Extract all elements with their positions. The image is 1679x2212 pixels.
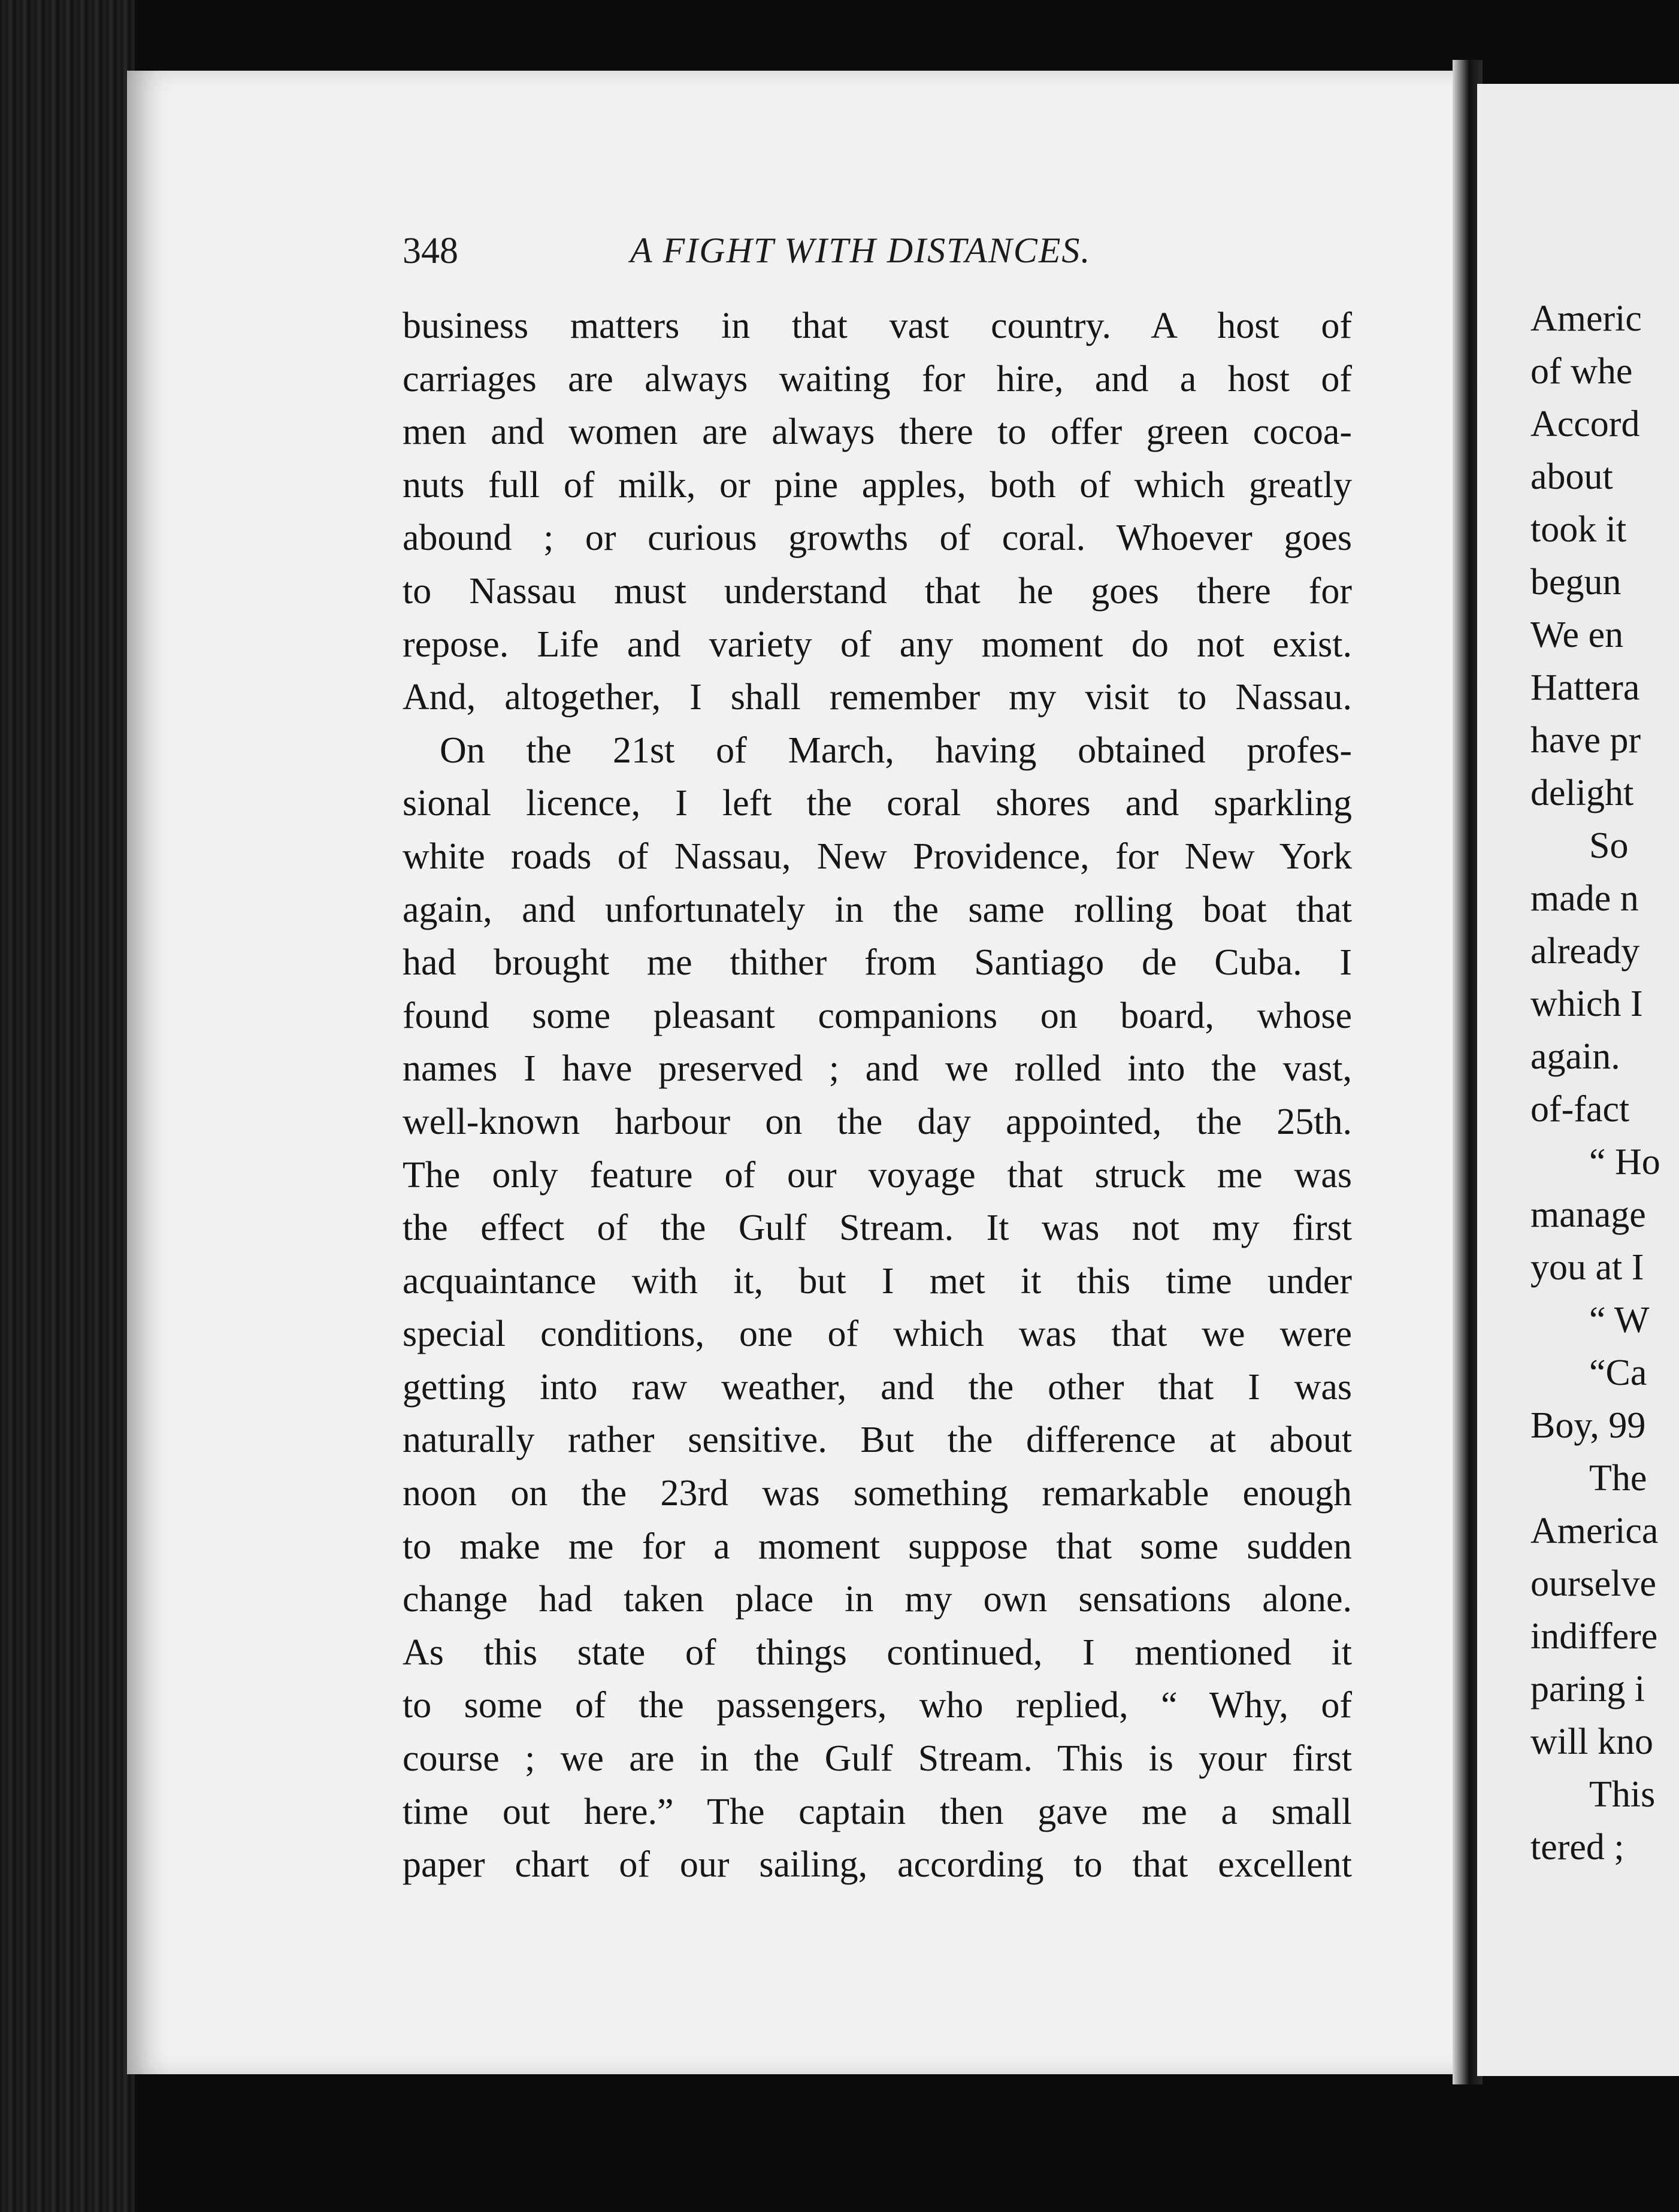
text-line: paper chart of our sailing, according to that excellent: [403, 1844, 1352, 1886]
text-line: business matters in that vast country. A host of: [403, 305, 1352, 346]
text-line: time out here.” The captain then gave me a small: [403, 1791, 1352, 1832]
fragment-line: again.: [1530, 1036, 1620, 1077]
text-line: men and women are always there to offer green cocoa-: [403, 411, 1352, 453]
text-line: getting into raw weather, and the other that I was: [403, 1366, 1352, 1408]
left-page-body: [403, 299, 1352, 1892]
text-line: The only feature of our voyage that struck me was: [403, 1154, 1352, 1196]
text-line: sional licence, I left the coral shores and sparkling: [403, 783, 1352, 824]
fragment-line: “ W: [1589, 1300, 1650, 1340]
fragment-line: of whe: [1530, 351, 1633, 392]
fragment-line: already: [1530, 931, 1640, 972]
fragment-line: “Ca: [1589, 1352, 1647, 1393]
fragment-line: Boy, 99: [1530, 1405, 1646, 1446]
text-line: had brought me thither from Santiago de Cuba. I: [403, 942, 1352, 984]
fragment-line: begun: [1530, 562, 1621, 603]
text-line: the effect of the Gulf Stream. It was not my first: [403, 1208, 1352, 1249]
text-line: well-known harbour on the day appointed, the 25th.: [403, 1101, 1352, 1142]
fragment-line: We en: [1530, 615, 1624, 655]
text-line: to make me for a moment suppose that some sudden: [403, 1526, 1352, 1567]
text-line: course ; we are in the Gulf Stream. This is your first: [403, 1738, 1352, 1780]
fragment-line: you at I: [1530, 1247, 1644, 1288]
right-page-fragment-column: [1530, 292, 1679, 1874]
text-line: again, and unfortunately in the same rolling boat that: [403, 889, 1352, 930]
text-line: special conditions, one of which was that we were: [403, 1314, 1352, 1355]
fragment-line: manage: [1530, 1194, 1646, 1235]
text-line: abound ; or curious growths of coral. Whoever goes: [403, 518, 1352, 559]
fragment-line: “ Ho: [1589, 1142, 1660, 1182]
fragment-line: delight: [1530, 773, 1634, 813]
text-line: repose. Life and variety of any moment do not exist.: [403, 624, 1352, 665]
fragment-line: Accord: [1530, 404, 1640, 444]
fragment-line: This: [1589, 1774, 1656, 1815]
fragment-line: So: [1589, 825, 1629, 866]
fragment-line: Hattera: [1530, 667, 1640, 708]
text-line: carriages are always waiting for hire, and a host of: [403, 358, 1352, 400]
text-line: noon on the 23rd was something remarkable enough: [403, 1473, 1352, 1514]
running-title: A FIGHT WITH DISTANCES.: [630, 231, 1091, 270]
text-line: naturally rather sensitive. But the difference at about: [403, 1420, 1352, 1461]
book-spine-edge: [0, 0, 135, 2212]
fragment-line: which I: [1530, 984, 1643, 1024]
fragment-line: about: [1530, 456, 1613, 497]
fragment-line: made n: [1530, 878, 1639, 919]
fragment-line: The: [1589, 1458, 1647, 1499]
text-line: to some of the passengers, who replied, “ Why, of: [403, 1685, 1352, 1726]
text-line: change had taken place in my own sensations alone.: [403, 1579, 1352, 1620]
fragment-line: of-fact: [1530, 1089, 1630, 1130]
fragment-line: paring i: [1530, 1669, 1645, 1709]
fragment-line: will kno: [1530, 1721, 1653, 1762]
running-head: [403, 220, 1352, 286]
fragment-line: Americ: [1530, 298, 1642, 339]
text-line: On the 21st of March, having obtained profes-: [440, 730, 1352, 771]
text-line: acquaintance with it, but I met it this time under: [403, 1260, 1352, 1302]
fragment-line: ourselve: [1530, 1563, 1657, 1604]
text-line: And, altogether, I shall remember my visit to Nassau.: [403, 677, 1352, 718]
text-line: found some pleasant companions on board, whose: [403, 995, 1352, 1036]
fragment-line: took it: [1530, 509, 1627, 550]
page-number: 348: [403, 231, 458, 271]
fragment-line: indiffere: [1530, 1616, 1658, 1657]
fragment-line: America: [1530, 1511, 1659, 1551]
text-line: white roads of Nassau, New Providence, for New York: [403, 836, 1352, 877]
fragment-line: tered ;: [1530, 1827, 1624, 1868]
text-line: As this state of things continued, I mentioned it: [403, 1632, 1352, 1673]
fragment-line: have pr: [1530, 720, 1641, 761]
text-line: names I have preserved ; and we rolled into the vast,: [403, 1048, 1352, 1090]
text-line: nuts full of milk, or pine apples, both of which greatly: [403, 464, 1352, 506]
text-line: to Nassau must understand that he goes there for: [403, 570, 1352, 612]
